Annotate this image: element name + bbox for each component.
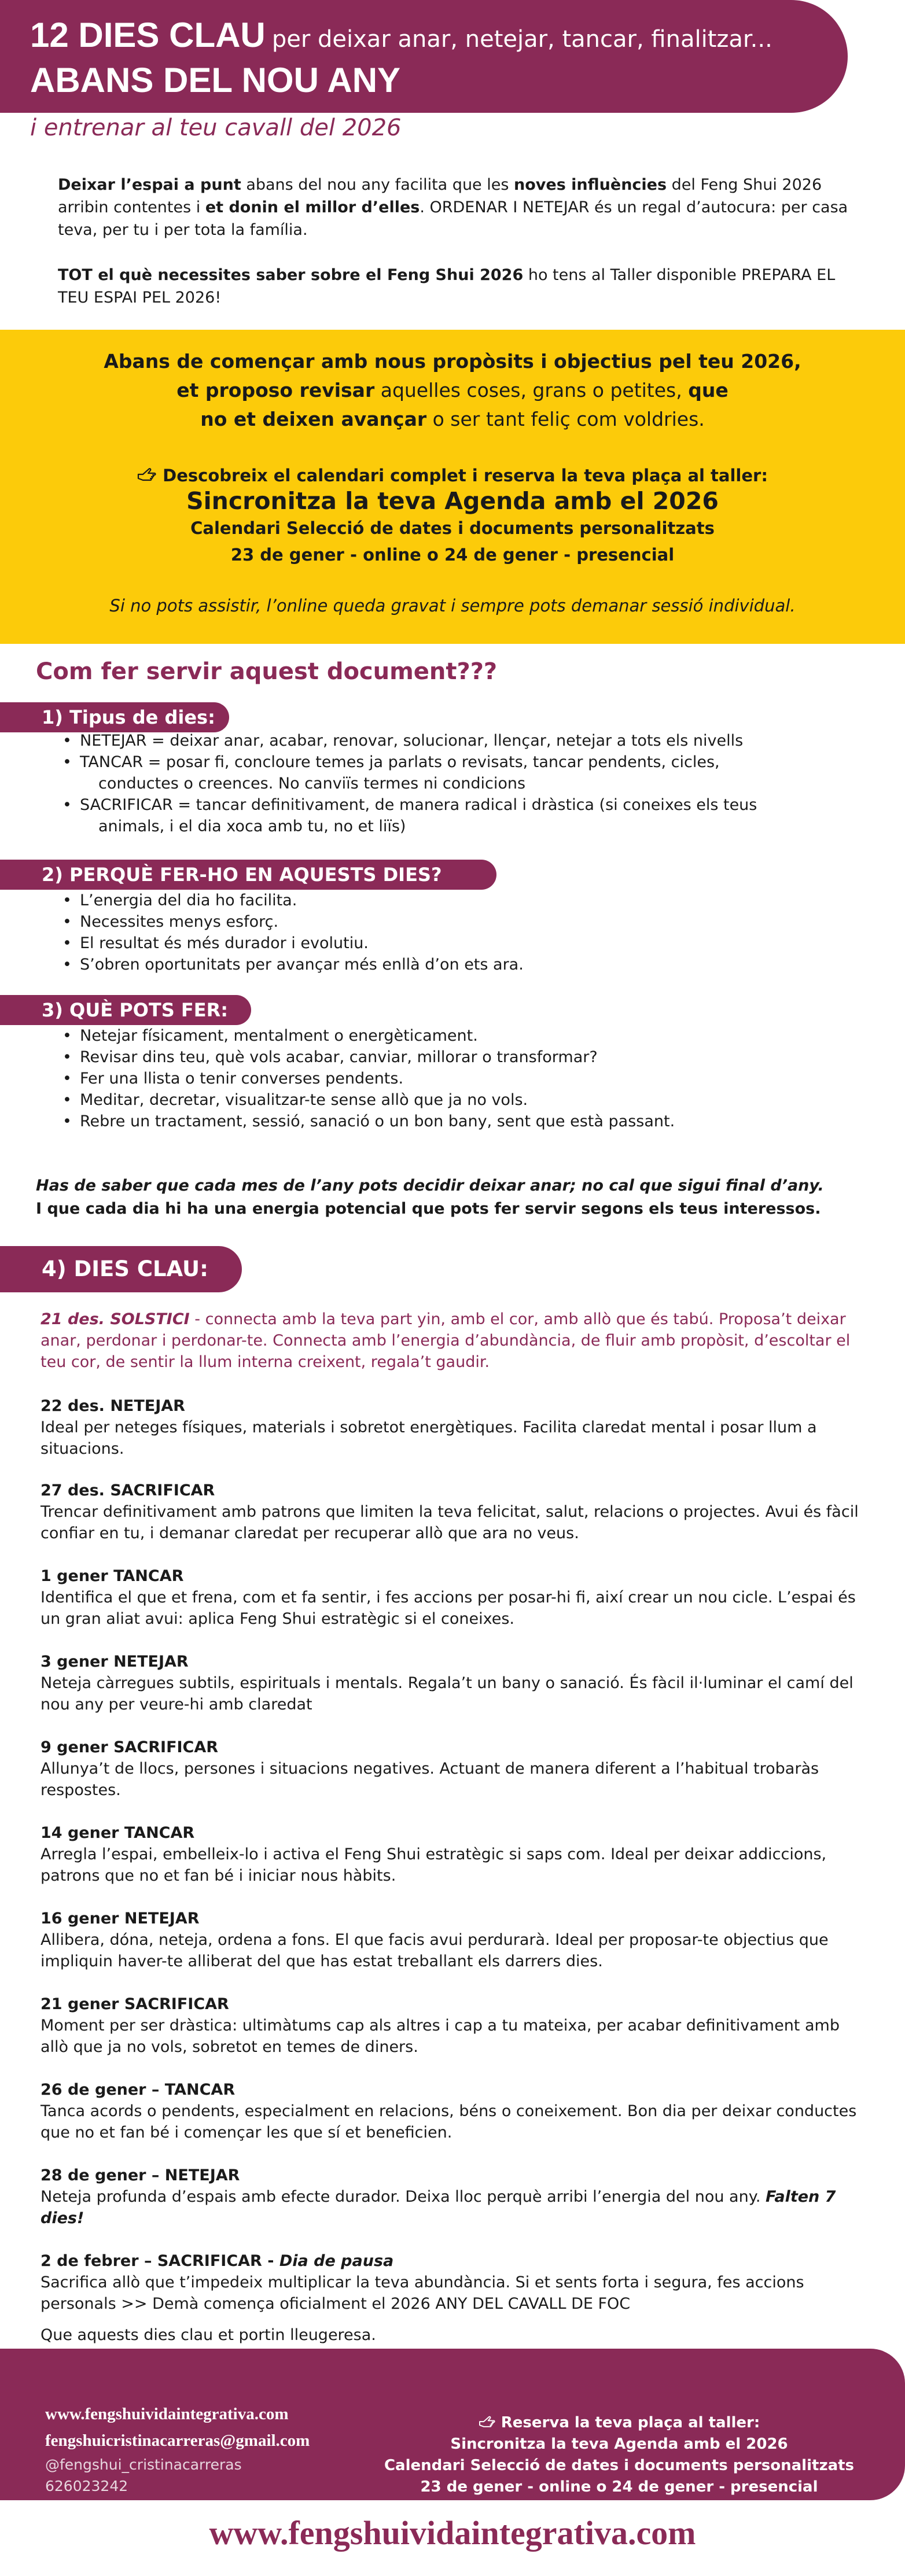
day-text: Neteja profunda d’espais amb efecte durador. Deixa lloc perquè arribi l’energia del nou any. [41,2188,766,2206]
footer-banner [0,2349,905,2500]
warning-line-2: I que cada dia hi ha una energia potencial que pots fer servir segons els teus interessos. [36,1200,821,1218]
section-1-list [62,730,757,837]
list-item: • El resultat és més durador i evolutiu. [62,933,524,954]
day-entry [41,1480,868,1544]
day-date: 1 gener TANCAR [41,1567,184,1585]
day-text: Arregla l’espai, embelleix-lo i activa el Feng Shui estratègic si saps com. Ideal per deixar addiccions, patrons que no et fan bé i iniciar nous hàbits. [41,1845,827,1885]
day-entry [41,1737,868,1801]
day-date: 21 gener SACRIFICAR [41,1995,229,2013]
yellow-emph-1: et proposo revisar [176,379,375,401]
yellow-text-1: aquelles coses, grans o petites, [374,379,689,401]
header-title-big: 12 DIES CLAU [30,16,266,54]
workshop-title[interactable]: Sincronitza la teva Agenda amb el 2026 [186,487,719,515]
list-item: • Fer una llista o tenir converses pendents. [62,1068,675,1089]
list-item: • TANCAR = posar fi, concloure temes ja parlats o revisats, tancar pendents, cicles, [62,751,757,773]
intro-text-2: del Feng Shui 2026 arribin contentes i [58,176,822,216]
day-date: 22 des. NETEJAR [41,1397,185,1415]
footer-big-url[interactable]: www.fengshuividaintegrativa.com [209,2514,696,2552]
how-to-title: Com fer servir aquest document??? [36,658,498,685]
intro-text-4: ho tens al Taller disponible PREPARA EL TEU ESPAI PEL 2026! [58,266,836,307]
day-date: 27 des. SACRIFICAR [41,1482,215,1499]
day-text: Moment per ser dràstica: ultimàtums cap als altres i cap a tu mateixa, per acabar definitivament amb allò que ja no vols, sobretot en temes de diners. [41,2017,840,2056]
intro-paragraph-1 [58,174,851,241]
intro-paragraph-2 [58,264,851,309]
list-item: • Netejar físicament, mentalment o energèticament. [62,1025,675,1046]
intro-text-3: . ORDENAR I NETEJAR és un regal d’autocura: per casa teva, per tu i per tota la família. [58,198,848,239]
yellow-line-1: Abans de començar amb nous propòsits i objectius pel teu 2026, [104,350,801,373]
section-3-pill: 3) QUÈ POTS FER: [0,995,251,1025]
day-entry [41,1908,868,1972]
header-title-small: per deixar anar, netejar, tancar, finalitzar... [271,26,772,53]
day-text: Trencar definitivament amb patrons que limiten la teva felicitat, salut, relacions o projectes. Avui és fàcil confiar en tu, i demanar claredat per recuperar allò que ara no veus. [41,1503,859,1542]
list-item: • Meditar, decretar, visualitzar-te sense allò que ja no vols. [62,1089,675,1111]
yellow-cta-line[interactable] [0,464,905,487]
list-item: • S’obren oportunitats per avançar més enllà d’on ets ara. [62,954,524,975]
day-entry [41,2079,868,2143]
intro-emph-1: Deixar l’espai a punt [58,176,241,194]
footer-workshop-title: Sincronitza la teva Agenda amb el 2026 [450,2435,788,2453]
workshop-highlight-box [0,330,905,644]
solstice-entry [41,1309,868,1373]
footer-cta[interactable] [370,2412,868,2498]
footer-email-link[interactable]: fengshuicristinacarreras@gmail.com [45,2431,310,2450]
day-entry [41,1822,868,1886]
list-item: • Necessites menys esforç. [62,911,524,933]
day-date: 14 gener TANCAR [41,1824,195,1842]
solstice-date: 21 des. SOLSTICI [41,1310,190,1328]
list-item-text: conductes o creences. No canviïs termes ni condicions [98,775,526,793]
day-text: Ideal per neteges físiques, materials i sobretot energètiques. Facilita claredat mental i posar llum a situacions. [41,1418,817,1458]
workshop-dates: 23 de gener - online o 24 de gener - presencial [230,545,675,565]
list-item: • L’energia del dia ho facilita. [62,890,524,911]
workshop-subtitle: Calendari Selecció de dates i documents personalitzats [190,518,715,538]
day-date: 9 gener SACRIFICAR [41,1738,219,1756]
pointing-hand-icon [137,466,157,485]
yellow-intro [0,347,905,434]
yellow-emph-3: no et deixen avançar [200,408,427,430]
intro-emph-4: TOT el què necessites saber sobre el Feng Shui 2026 [58,266,524,284]
day-emphasis: Falten 7 dies! [41,2188,836,2227]
yellow-cta-block [0,464,905,568]
list-item: • Revisar dins teu, què vols acabar, canviar, millorar o transformar? [62,1046,675,1068]
intro-text-1: abans del nou any facilita que les [241,176,514,194]
list-item-continuation [62,773,757,794]
section-4-pill: 4) DIES CLAU: [0,1246,242,1292]
yellow-emph-2: que [688,379,729,401]
day-text: Tanca acords o pendents, especialment en relacions, béns o coneixement. Bon dia per deixar conductes que no et fan bé i començar les que sí et beneficien. [41,2102,857,2142]
list-item-continuation [62,816,757,837]
day-text: Allibera, dóna, neteja, ordena a fons. El que facis avui perdurarà. Ideal per proposar-te objectius que impliquin haver-te alliberat del que has estat treballant els darrers dies. [41,1931,829,1970]
list-item: • NETEJAR = deixar anar, acabar, renovar, solucionar, llençar, netejar a tots els nivells [62,730,757,751]
yellow-text-2: o ser tant feliç com voldries. [426,408,705,430]
footer-website-link[interactable]: www.fengshuividaintegrativa.com [45,2405,289,2423]
header-banner [0,0,848,113]
header-subtitle: i entrenar al teu cavall del 2026 [30,115,402,141]
intro-emph-2: noves influències [514,176,667,194]
day-text: Identifica el que et frena, com et fa sentir, i fes accions per posar-hi fi, així crear un nou cicle. L’espai és un gran aliat avui: aplica Feng Shui estratègic si el coneixes. [41,1589,856,1628]
day-date: 2 de febrer – SACRIFICAR - [41,2252,279,2270]
section-2-list [62,890,524,975]
list-item: • Rebre un tractament, sessió, sanació o un bon bany, sent que està passant. [62,1111,675,1132]
yellow-cta-text: Descobreix el calendari complet i reserva la teva plaça al taller: [163,466,768,485]
day-text: Sacrifica allò que t’impedeix multiplicar la teva abundància. Si et sents forta i segura, fes accions personals >> Demà comença oficialment el 2026 ANY DEL CAVALL DE FOC [41,2273,804,2313]
day-date: 28 de gener – NETEJAR [41,2166,240,2184]
footer-cta-text: Reserva la teva plaça al taller: [501,2414,760,2431]
footer-phone[interactable]: 626023242 [45,2478,128,2494]
day-entry [41,1395,868,1460]
closing-line: Que aquests dies clau et portin lleugeresa. [41,2326,376,2344]
day-date: 3 gener NETEJAR [41,1653,189,1671]
footer-workshop-subtitle: Calendari Selecció de dates i documents personalitzats [384,2457,855,2474]
section-3-list [62,1025,675,1132]
workshop-note: Si no pots assistir, l’online queda gravat i sempre pots demanar sessió individual. [109,596,796,616]
list-item-text: animals, i el dia xoca amb tu, no et liïs) [98,817,406,835]
day-text: Allunya’t de llocs, persones i situacions negatives. Actuant de manera diferent a l’habitual trobaràs respostes. [41,1760,819,1799]
day-emphasis: Dia de pausa [279,2252,394,2270]
day-entry [41,1651,868,1715]
day-entry [41,2250,868,2315]
footer-social-handle[interactable]: @fengshui_cristinacarreras [45,2456,242,2473]
day-entry [41,2165,868,2229]
warning-line-1: Has de saber que cada mes de l’any pots decidir deixar anar; no cal que sigui final d’any. [36,1177,824,1195]
list-item: • SACRIFICAR = tancar definitivament, de manera radical i dràstica (si coneixes els teus [62,794,757,816]
header-line-1 [30,15,772,55]
header-title-line2: ABANS DEL NOU ANY [30,61,401,99]
day-date: 16 gener NETEJAR [41,1910,200,1928]
day-text: Neteja càrregues subtils, espirituals i mentals. Regala’t un bany o sanació. És fàcil il·luminar el camí del nou any per veure-hi amb claredat [41,1674,854,1713]
section-2-pill: 2) PERQUÈ FER-HO EN AQUESTS DIES? [0,860,496,890]
section-1-pill: 1) Tipus de dies: [0,702,229,732]
intro-emph-3: et donin el millor d’elles [205,198,420,216]
day-entry [41,1993,868,2058]
pointing-hand-icon [479,2414,496,2431]
footer-workshop-dates: 23 de gener - online o 24 de gener - presencial [420,2478,818,2496]
solstice-text: - connecta amb la teva part yin, amb el cor, amb allò que és tabú. Proposa’t deixar anar, perdonar i perdonar-te. Connecta amb l’energia d’abundància, de fluir amb propòsit, d’escoltar el teu cor, de sentir la llum interna creixent, regala’t gaudir. [41,1310,851,1371]
day-entry [41,1565,868,1630]
day-date: 26 de gener – TANCAR [41,2081,236,2099]
